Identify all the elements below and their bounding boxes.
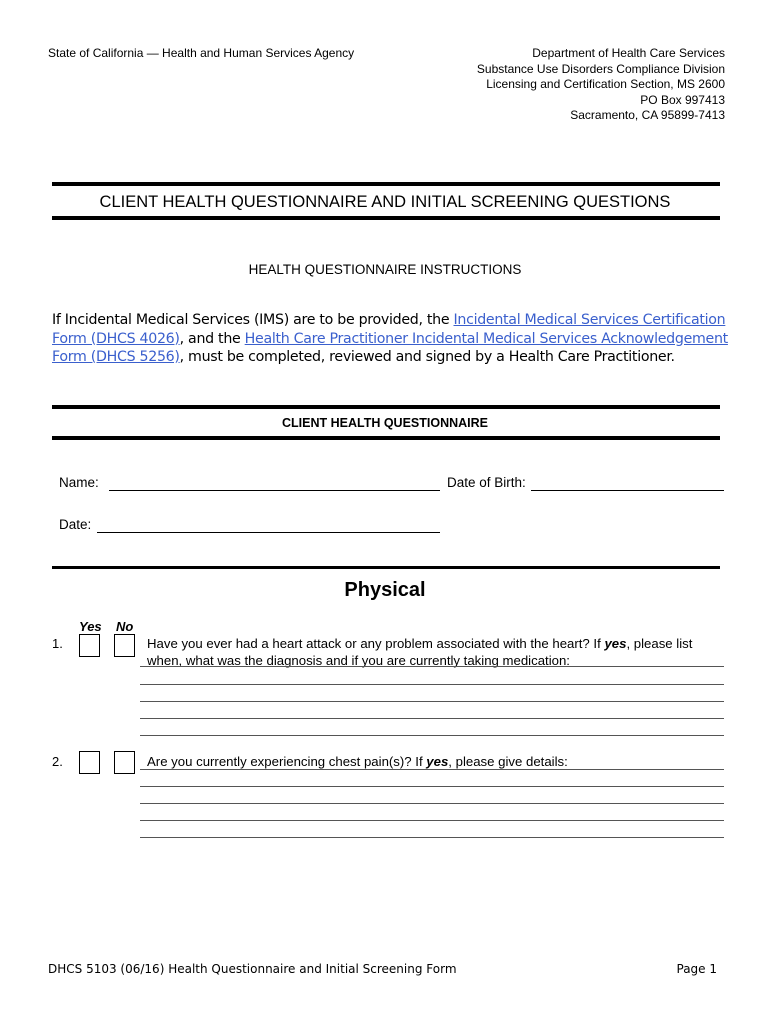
question-1-answer-line[interactable] bbox=[140, 666, 724, 667]
instructions-text: , and the bbox=[179, 330, 245, 347]
physical-heading: Physical bbox=[344, 579, 426, 601]
department-address bbox=[477, 46, 725, 124]
form-identifier: DHCS 5103 (06/16) Health Questionnaire and Initial Screening Form bbox=[48, 962, 457, 976]
hcp-acknowledgement-form-link[interactable]: Health Care Practitioner Incidental Medical Services Acknowledgement Form (DHCS 5256) bbox=[52, 330, 728, 365]
form-title: CLIENT HEALTH QUESTIONNAIRE AND INITIAL SCREENING QUESTIONS bbox=[99, 193, 671, 211]
question-2-text bbox=[147, 753, 717, 770]
question-2-answer-line[interactable] bbox=[140, 803, 724, 804]
question-2-no-checkbox[interactable] bbox=[114, 751, 135, 774]
page-number: Page 1 bbox=[676, 962, 717, 976]
question-2-answer-line[interactable] bbox=[140, 837, 724, 838]
question-2-answer-line[interactable] bbox=[140, 769, 724, 770]
physical-top-rule bbox=[52, 566, 720, 569]
question-1-answer-line[interactable] bbox=[140, 735, 724, 736]
po-box: PO Box 997413 bbox=[640, 92, 725, 107]
agency-name: State of California — Health and Human Services Agency bbox=[48, 46, 355, 60]
dob-field[interactable] bbox=[531, 490, 724, 491]
question-2-yes-checkbox[interactable] bbox=[79, 751, 100, 774]
department-name: Department of Health Care Services bbox=[532, 46, 725, 60]
section-name: Licensing and Certification Section, MS 2600 bbox=[486, 77, 725, 91]
division-name: Substance Use Disorders Compliance Division bbox=[476, 61, 725, 76]
yes-emphasis: yes bbox=[426, 754, 449, 769]
instructions-text: If Incidental Medical Services (IMS) are to be provided, the bbox=[52, 312, 454, 328]
instructions-text: , must be completed, reviewed and signed by a Health Care Practitioner. bbox=[179, 349, 675, 365]
no-column-label: No bbox=[116, 619, 134, 634]
question-1-yes-checkbox[interactable] bbox=[79, 634, 100, 657]
question-1-answer-line[interactable] bbox=[140, 701, 724, 702]
city-line: Sacramento, CA 95899-7413 bbox=[570, 108, 725, 122]
yes-emphasis: yes bbox=[604, 636, 627, 651]
ims-certification-form-link[interactable]: Incidental Medical Services Certification Form (DHCS 4026) bbox=[52, 312, 726, 347]
section-heading: CLIENT HEALTH QUESTIONNAIRE bbox=[281, 416, 489, 430]
date-field[interactable] bbox=[97, 532, 440, 533]
question-1-text bbox=[147, 635, 717, 669]
date-label: Date: bbox=[59, 517, 92, 532]
yes-column-label: Yes bbox=[79, 619, 102, 634]
question-2-answer-line[interactable] bbox=[140, 820, 724, 821]
title-bottom-rule bbox=[52, 216, 720, 220]
question-1-number: 1. bbox=[52, 636, 63, 651]
question-1-no-checkbox[interactable] bbox=[114, 634, 135, 657]
question-1-answer-line[interactable] bbox=[140, 684, 724, 685]
question-text: , please give details: bbox=[448, 754, 568, 769]
dob-label: Date of Birth: bbox=[447, 475, 526, 490]
instructions-paragraph bbox=[52, 311, 732, 367]
instructions-heading: HEALTH QUESTIONNAIRE INSTRUCTIONS bbox=[248, 262, 522, 277]
name-label: Name: bbox=[59, 475, 99, 490]
section-top-rule bbox=[52, 405, 720, 409]
question-text: Have you ever had a heart attack or any problem associated with the heart? If bbox=[147, 636, 605, 651]
question-2-number: 2. bbox=[52, 754, 63, 769]
title-top-rule bbox=[52, 182, 720, 186]
question-text: Are you currently experiencing chest pain(s)? If bbox=[147, 754, 427, 769]
name-field[interactable] bbox=[109, 490, 440, 491]
question-text: , please list when, what was the diagnosis and if you are currently taking medication: bbox=[147, 636, 693, 668]
section-bottom-rule bbox=[52, 436, 720, 440]
question-2-answer-line[interactable] bbox=[140, 786, 724, 787]
question-1-answer-line[interactable] bbox=[140, 718, 724, 719]
